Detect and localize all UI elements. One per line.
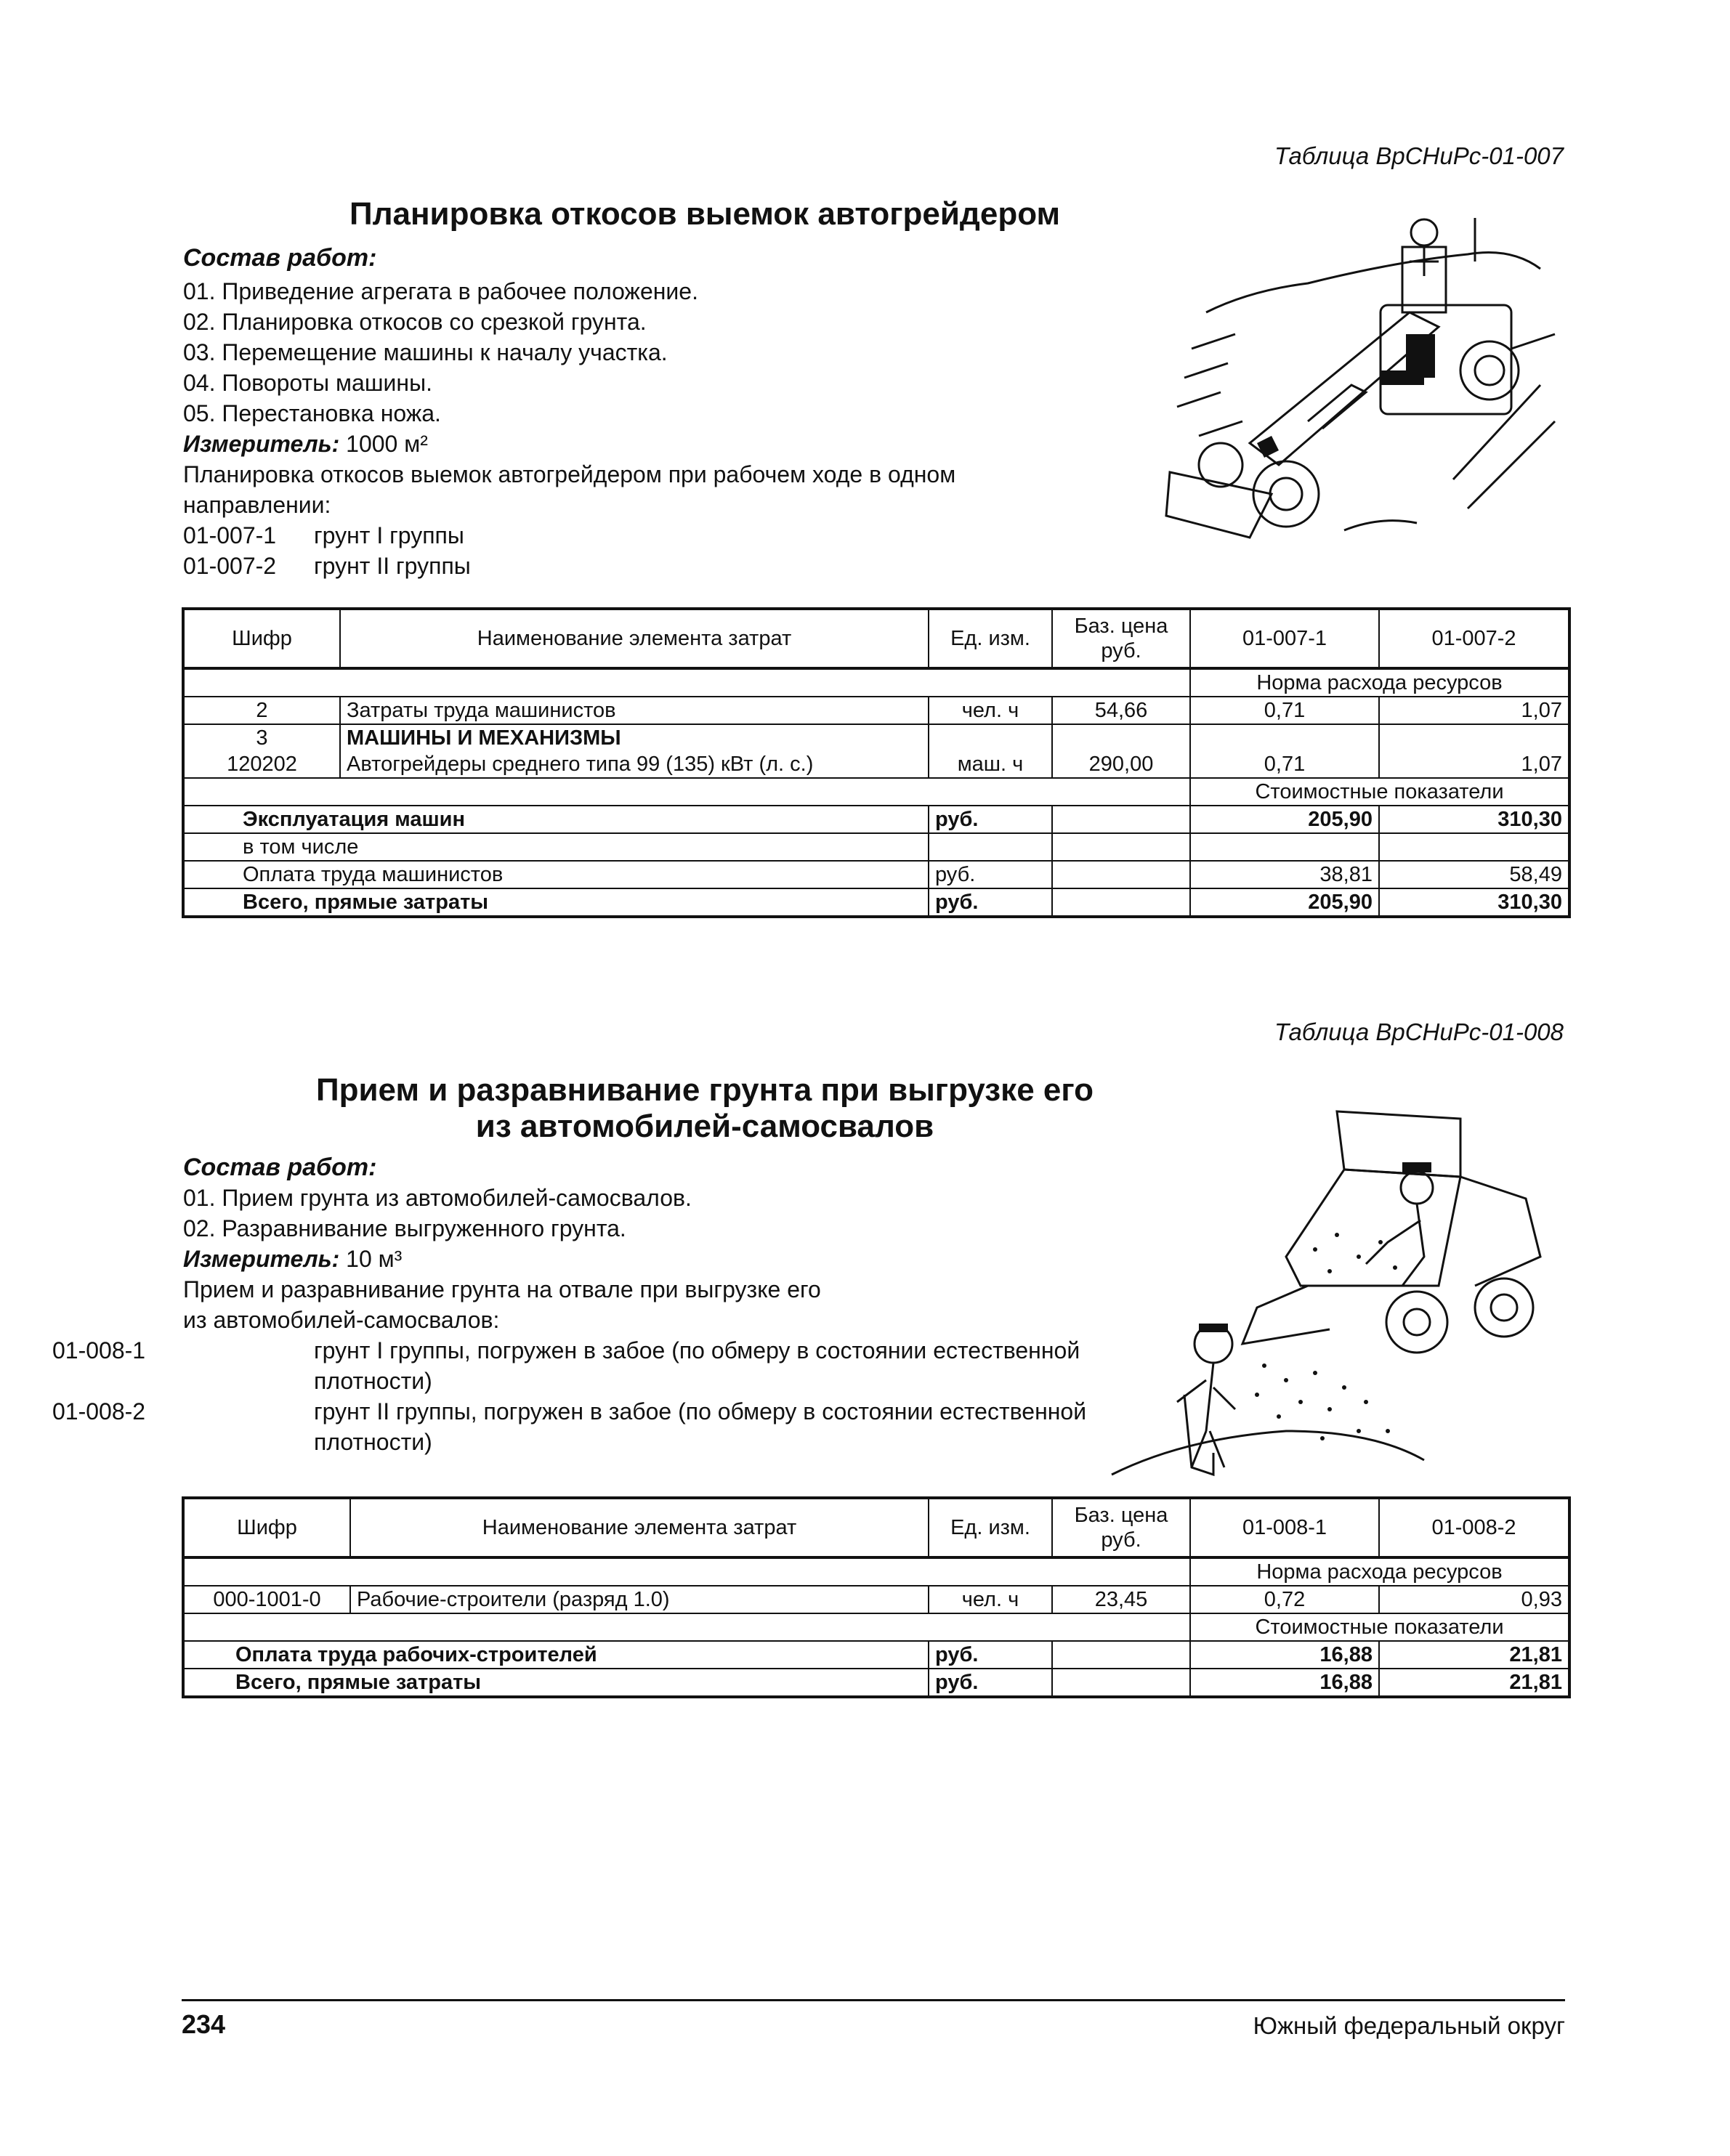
norms-table-1 (182, 607, 1571, 918)
cost-caption: Стоимостные показатели (1190, 778, 1569, 806)
section-title-2 (182, 1072, 1228, 1145)
title-line: Прием и разравнивание грунта при выгрузке его (316, 1072, 1094, 1108)
cost-value-2: 21,81 (1379, 1641, 1569, 1669)
cell-value-2 (1379, 724, 1569, 751)
cost-unit: руб. (929, 1641, 1052, 1669)
variant-code: 01-008-2 (52, 1398, 146, 1424)
cost-value-1: 38,81 (1190, 861, 1379, 888)
work-item: 04. Повороты машины. (183, 370, 432, 396)
cost-name: Всего, прямые затраты (183, 1669, 929, 1697)
cell-value-1 (1190, 724, 1379, 751)
work-item: 01. Прием грунта из автомобилей-самосвалов. (183, 1185, 692, 1211)
cost-value-2 (1379, 833, 1569, 861)
cell-price: 290,00 (1052, 751, 1190, 778)
work-item: 02. Планировка откосов со срезкой грунта. (183, 309, 647, 335)
table-header-row (183, 609, 1569, 668)
col-header-variant-1: 01-007-1 (1190, 609, 1379, 668)
col-header-variant-1: 01-008-1 (1190, 1498, 1379, 1557)
variant-text: грунт I группы, погружен в забое (по обмеру в состоянии естественной плотности) (314, 1337, 1080, 1394)
table-row (183, 1586, 1569, 1613)
cell-value-2: 0,93 (1379, 1586, 1569, 1613)
variant-item (52, 1396, 1171, 1457)
variant-text: грунт II группы (314, 553, 471, 579)
col-header-code: Шифр (183, 609, 340, 668)
cell-price (1052, 724, 1190, 751)
cost-value-2: 310,30 (1379, 888, 1569, 917)
variant-text: грунт II группы, погружен в забое (по обмеру в состоянии естественной плотности) (314, 1398, 1087, 1455)
works-heading-2: Состав работ: (183, 1154, 377, 1181)
measure-label: Измеритель: (183, 431, 340, 457)
col-header-name: Наименование элемента затрат (340, 609, 929, 668)
cell-code: 120202 (183, 751, 340, 778)
cell-price: 54,66 (1052, 697, 1190, 724)
cell-name: Рабочие-строители (разряд 1.0) (350, 1586, 929, 1613)
measure-line (183, 429, 1084, 459)
cost-value-1: 205,90 (1190, 806, 1379, 833)
table-row (183, 751, 1569, 778)
cost-caption-row (183, 1613, 1569, 1641)
measure-label: Измеритель: (183, 1246, 340, 1272)
cost-value-1: 16,88 (1190, 1669, 1379, 1697)
col-header-price: Баз. цена руб. (1052, 1498, 1190, 1557)
title-line: из автомобилей-самосвалов (475, 1109, 934, 1144)
norm-caption-row (183, 1557, 1569, 1586)
cost-name: Оплата труда машинистов (183, 861, 929, 888)
dump-truck-workers-illustration (1097, 1090, 1562, 1496)
motor-grader-illustration (1163, 203, 1569, 567)
works-list-2 (52, 1183, 1128, 1457)
footer-region: Южный федеральный округ (1253, 2012, 1565, 2039)
variant-code: 01-007-2 (183, 553, 277, 579)
cell-code: 2 (183, 697, 340, 724)
cell-name: Автогрейдеры среднего типа 99 (135) кВт (л. с.) (340, 751, 929, 778)
cost-name: Всего, прямые затраты (183, 888, 929, 917)
cost-row (183, 1641, 1569, 1669)
col-header-variant-2: 01-007-2 (1379, 609, 1569, 668)
variant-item (183, 520, 1084, 551)
works-heading-1: Состав работ: (183, 244, 377, 272)
table-reference-1: Таблица ВрСНиРс-01-007 (1274, 142, 1564, 169)
footer-divider (182, 1999, 1565, 2001)
cell-value-1: 0,71 (1190, 697, 1379, 724)
norm-caption: Норма расхода ресурсов (1190, 668, 1569, 697)
col-header-code: Шифр (183, 1498, 350, 1557)
cost-row (183, 806, 1569, 833)
norms-table-2 (182, 1496, 1571, 1698)
table-reference-2: Таблица ВрСНиРс-01-008 (1274, 1018, 1564, 1045)
cell-value-1: 0,71 (1190, 751, 1379, 778)
col-header-variant-2: 01-008-2 (1379, 1498, 1569, 1557)
cell-unit: чел. ч (929, 697, 1052, 724)
cost-caption-row (183, 778, 1569, 806)
cost-caption: Стоимостные показатели (1190, 1613, 1569, 1641)
cell-unit (929, 724, 1052, 751)
cell-unit: маш. ч (929, 751, 1052, 778)
norm-caption: Норма расхода ресурсов (1190, 1557, 1569, 1586)
table-row (183, 697, 1569, 724)
cell-value-1: 0,72 (1190, 1586, 1379, 1613)
work-item: 02. Разравнивание выгруженного грунта. (183, 1215, 626, 1241)
section-title-1: Планировка откосов выемок автогрейдером (349, 196, 1061, 232)
cost-row (183, 861, 1569, 888)
page-number: 234 (182, 2009, 226, 2039)
cost-value-1: 16,88 (1190, 1641, 1379, 1669)
cost-unit: руб. (929, 806, 1052, 833)
variant-code: 01-007-1 (183, 522, 277, 548)
col-header-unit: Ед. изм. (929, 1498, 1052, 1557)
cost-name: в том числе (183, 833, 929, 861)
cost-value-1 (1190, 833, 1379, 861)
col-header-unit: Ед. изм. (929, 609, 1052, 668)
cost-row (183, 833, 1569, 861)
cost-name: Оплата труда рабочих-строителей (183, 1641, 929, 1669)
cell-value-2: 1,07 (1379, 751, 1569, 778)
measure-value: 10 м³ (346, 1246, 403, 1272)
description-2b: из автомобилей-самосвалов: (183, 1307, 500, 1333)
cell-name: МАШИНЫ И МЕХАНИЗМЫ (340, 724, 929, 751)
cost-value-1: 205,90 (1190, 888, 1379, 917)
cost-value-2: 310,30 (1379, 806, 1569, 833)
variant-item (183, 551, 1084, 581)
cell-code: 3 (183, 724, 340, 751)
measure-value: 1000 м² (346, 431, 428, 457)
cost-unit: руб. (929, 888, 1052, 917)
cost-unit (929, 833, 1052, 861)
cost-name: Эксплуатация машин (183, 806, 929, 833)
variant-item (52, 1335, 1171, 1396)
cost-unit: руб. (929, 1669, 1052, 1697)
cost-value-2: 21,81 (1379, 1669, 1569, 1697)
norm-caption-row (183, 668, 1569, 697)
work-item: 05. Перестановка ножа. (183, 400, 441, 426)
cost-value-2: 58,49 (1379, 861, 1569, 888)
cell-code: 000-1001-0 (183, 1586, 350, 1613)
measure-line (183, 1244, 1128, 1274)
variant-text: грунт I группы (314, 522, 464, 548)
table-header-row (183, 1498, 1569, 1557)
cell-price: 23,45 (1052, 1586, 1190, 1613)
description-2a: Прием и разравнивание грунта на отвале при выгрузке его (183, 1276, 821, 1302)
table-row (183, 724, 1569, 751)
cell-unit: чел. ч (929, 1586, 1052, 1613)
work-item: 01. Приведение агрегата в рабочее положение. (183, 278, 698, 304)
description-1: Планировка откосов выемок автогрейдером при рабочем ходе в одном направлении: (183, 461, 956, 518)
cell-value-2: 1,07 (1379, 697, 1569, 724)
cost-row (183, 1669, 1569, 1697)
cell-name: Затраты труда машинистов (340, 697, 929, 724)
variant-code: 01-008-1 (52, 1337, 146, 1363)
col-header-price: Баз. цена руб. (1052, 609, 1190, 668)
cost-unit: руб. (929, 861, 1052, 888)
cost-row (183, 888, 1569, 917)
works-list-1 (183, 276, 1084, 581)
col-header-name: Наименование элемента затрат (350, 1498, 929, 1557)
work-item: 03. Перемещение машины к началу участка. (183, 339, 668, 365)
